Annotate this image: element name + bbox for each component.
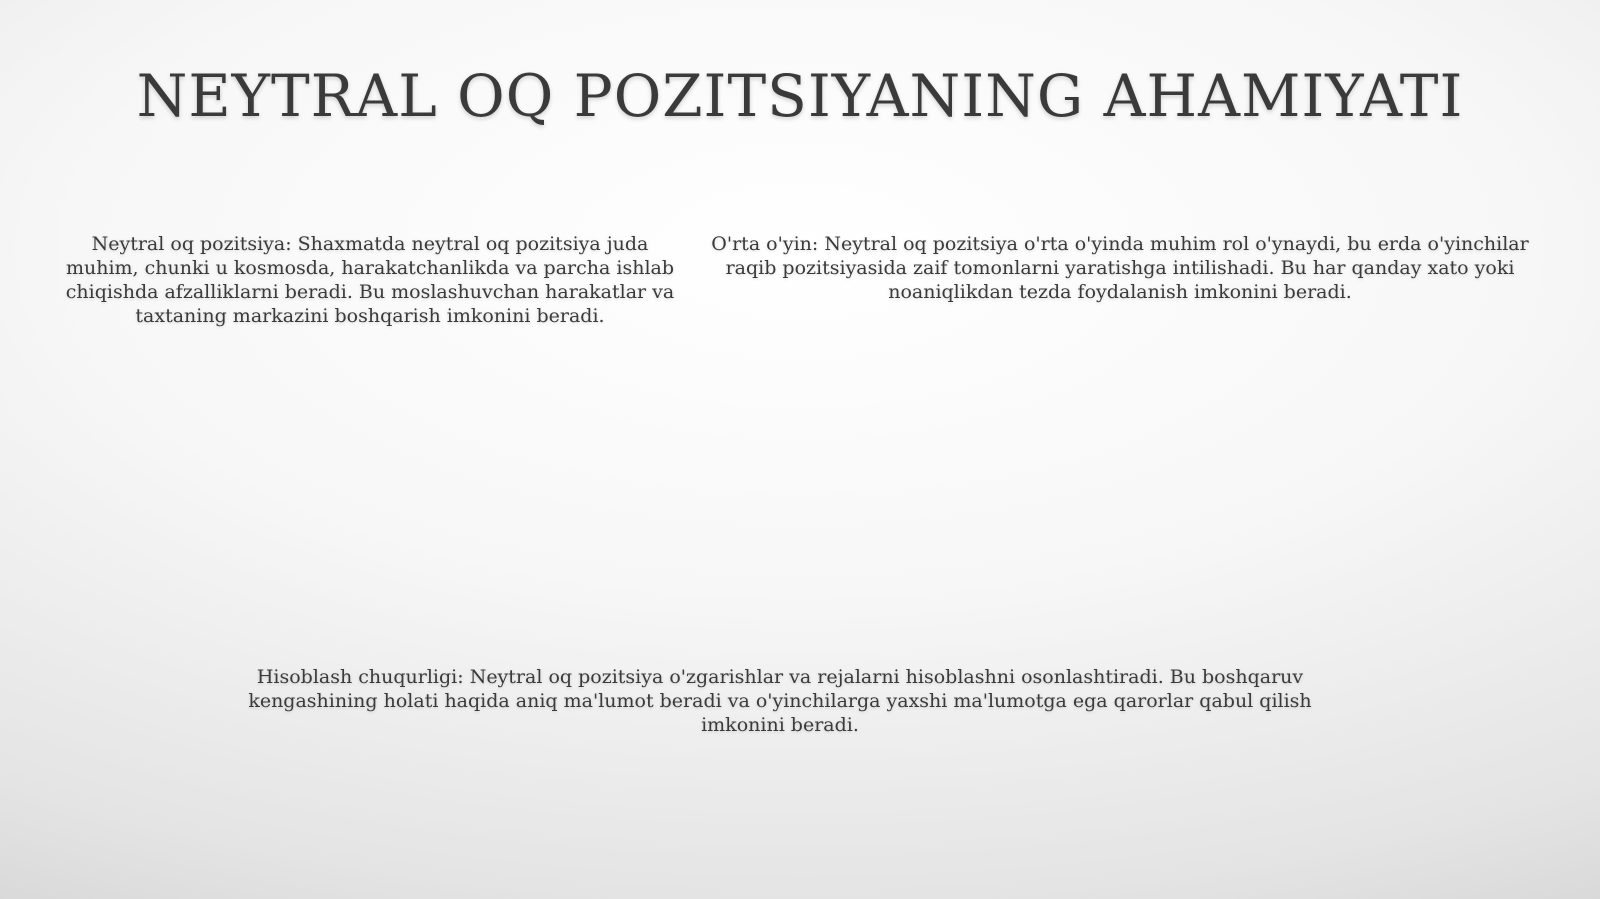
text-block-orta-oyin: O'rta o'yin: Neytral oq pozitsiya o'rta o'yinda muhim rol o'ynaydi, bu erda o'yinchilar raqib pozitsiyasida zaif tomonlarni yaratishga intilishadi. Bu har qanday xato yoki noaniqlikdan tezda foydalanish imkonini beradi. — [711, 233, 1529, 303]
text-block-hisoblash-chuqurligi: Hisoblash chuqurligi: Neytral oq pozitsiya o'zgarishlar va rejalarni hisoblashni osonlashtiradi. Bu boshqaruv kengashining holati haqida aniq ma'lumot beradi va o'yinchilarga yaxshi ma'lumotga ega qarorlar qabul qilish imkonini beradi. — [248, 666, 1312, 736]
text-block-neytral-oq-pozitsiya: Neytral oq pozitsiya: Shaxmatda neytral oq pozitsiya juda muhim, chunki u kosmosda, harakatchanlikda va parcha ishlab chiqishda afzalliklarni beradi. Bu moslashuvchan harakatlar va taxtaning markazini boshqarish imkonini beradi. — [65, 233, 675, 327]
slide-title: NEYTRAL OQ POZITSIYANING AHAMIYATI — [136, 62, 1464, 130]
